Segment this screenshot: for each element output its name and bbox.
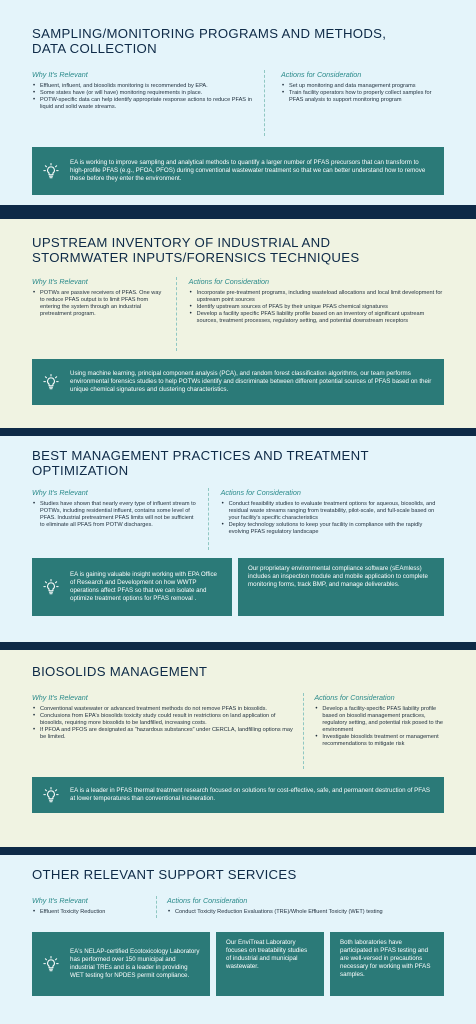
why-relevant-heading: Why It's Relevant xyxy=(32,693,88,702)
section-title-line: BIOSOLIDS MANAGEMENT xyxy=(32,664,208,679)
list-item: • If PFOA and PFOS are designated as “hazardous substances” under CERCLA, landfilling options may be limited. xyxy=(32,727,293,741)
column-divider xyxy=(264,70,265,136)
list-item: • Some states have (or will have) monitoring requirements in place. xyxy=(32,90,254,97)
why-relevant-heading: Why It's Relevant xyxy=(32,70,88,79)
callout-text: EA is a leader in PFAS thermal treatment research focused on solutions for cost-effective, safe, and permanent destruction of PFAS at lower temperatures than conventional incineration. xyxy=(70,787,430,802)
section-separator xyxy=(0,205,476,219)
list-item: • Conduct Toxicity Reduction Evaluations (TRE)/Whole Effluent Toxicity (WET) testing xyxy=(167,909,443,916)
lightbulb-icon xyxy=(42,162,60,180)
column-divider xyxy=(208,488,209,550)
why-relevant-column xyxy=(32,277,166,351)
laboratories-callout xyxy=(330,932,444,996)
section-title xyxy=(32,0,444,56)
actions-column xyxy=(167,896,443,918)
why-relevant-column xyxy=(32,693,293,769)
why-relevant-column xyxy=(32,896,148,918)
section-title xyxy=(32,650,444,679)
list-item: • Studies have shown that nearly every type of influent stream to POTWs, including residential influent, contains some level of PFAS. Industrial pretreatment PFAS limits will not be sufficient to eliminate all PFAS from POTW discharges. xyxy=(32,501,198,529)
callout-text: EA's NELAP-certified Ecotoxicology Laboratory has performed over 150 municipal and industrial TREs and is a leader in providing WET testing for NPDES permit compliance. xyxy=(70,948,200,979)
list-item: • Incorporate pre-treatment programs, including wasteload allocations and local limit development for upstream point sources xyxy=(189,290,444,304)
section-separator xyxy=(0,428,476,436)
actions-heading: Actions for Consideration xyxy=(281,70,362,79)
section-title-line: SAMPLING/MONITORING PROGRAMS AND METHODS, xyxy=(32,26,387,41)
why-relevant-column xyxy=(32,70,254,136)
list-item: • Effluent, influent, and biosolids monitoring is recommended by EPA. xyxy=(32,83,254,90)
section-title-line: UPSTREAM INVENTORY OF INDUSTRIAL AND xyxy=(32,235,331,250)
actions-heading: Actions for Consideration xyxy=(314,693,395,702)
section-title xyxy=(32,219,444,265)
lightbulb-icon xyxy=(42,578,60,596)
list-item: • POTWs are passive receivers of PFAS. One way to reduce PFAS output is to limit PFAS from entering the system through an industrial pretreatment program. xyxy=(32,290,166,318)
insight-callout xyxy=(32,932,210,996)
list-item: • Investigate biosolids treatment or management recommendations to mitigate risk xyxy=(314,734,444,748)
why-relevant-heading: Why It's Relevant xyxy=(32,277,88,286)
list-item: • Effluent Toxicity Reduction xyxy=(32,909,148,916)
why-relevant-heading: Why It's Relevant xyxy=(32,896,88,905)
section-biosolids-management xyxy=(0,650,476,847)
list-item: • Conduct feasibility studies to evaluate treatment options for aqueous, biosolids, and residual waste streams ranging from treatability, pilot-scale, and full-scale based on your facility's specific characteristics xyxy=(221,501,444,522)
callout-text: Using machine learning, principal component analysis (PCA), and random forest classification algorithms, our team performs environmental forensics studies to help POTWs identify and discriminate between different potential sources of PFAS based on their unique chemical signatures and clustering characteristics. xyxy=(70,370,432,393)
column-divider xyxy=(303,693,304,769)
why-relevant-column xyxy=(32,488,198,550)
list-item: • Conventional wastewater or advanced treatment methods do not remove PFAS in biosolids. xyxy=(32,706,293,713)
column-divider xyxy=(176,277,177,351)
envitreat-callout xyxy=(216,932,324,996)
list-item: • Identify upstream sources of PFAS by their unique PFAS chemical signatures xyxy=(189,304,444,311)
insight-callout xyxy=(32,359,444,405)
section-title-line: OPTIMIZATION xyxy=(32,463,129,478)
section-title-line: BEST MANAGEMENT PRACTICES AND TREATMENT xyxy=(32,448,369,463)
column-divider xyxy=(156,896,157,918)
section-best-management-practices xyxy=(0,436,476,642)
section-title-line: OTHER RELEVANT SUPPORT SERVICES xyxy=(32,867,297,882)
callout-text: EA is gaining valuable insight working with EPA Office of Research and Development on how WWTP operations affect PFAS so that we can isolate and optimize treatment options for PFAS removal . xyxy=(70,571,217,602)
actions-heading: Actions for Consideration xyxy=(188,277,269,286)
section-title-line: DATA COLLECTION xyxy=(32,41,157,56)
lightbulb-icon xyxy=(42,955,60,973)
section-upstream-inventory xyxy=(0,219,476,428)
section-separator xyxy=(0,642,476,650)
actions-column xyxy=(314,693,444,769)
section-sampling-monitoring xyxy=(0,0,476,205)
callout-text: EA is working to improve sampling and analytical methods to quantify a larger number of PFAS precursors that can transform to high-profile PFAS (e.g., PFOA, PFOS) during conventional wastewater treatment so that we can better understand how to remove these before they enter the environment. xyxy=(70,159,426,182)
section-title-line: STORMWATER INPUTS/FORENSICS TECHNIQUES xyxy=(32,250,360,265)
lightbulb-icon xyxy=(42,786,60,804)
list-item: • Develop a facility specific PFAS liability profile based on an inventory of significant upstream sources, treatment processes, regulatory setting, and potential downstream receptors xyxy=(189,311,444,325)
list-item: • Deploy technology solutions to keep your facility in compliance with the rapidly evolving PFAS regulatory landscape xyxy=(221,522,444,536)
section-separator xyxy=(0,847,476,855)
actions-column xyxy=(189,277,444,351)
actions-column xyxy=(281,70,443,136)
list-item: • Conclusions from EPA's biosolids toxicity study could result in restrictions on land application of biosolids, requiring more biosolids to be landfilled, increasing costs. xyxy=(32,713,293,727)
why-relevant-heading: Why It's Relevant xyxy=(32,488,88,497)
callout-text: Our proprietary environmental compliance software (sEAmless) includes an inspection module and mobile application to complete monitoring forms, track BMP, and manage deliverables. xyxy=(248,565,428,588)
actions-heading: Actions for Consideration xyxy=(220,488,301,497)
section-title xyxy=(32,436,444,478)
insight-callout xyxy=(32,147,444,195)
section-other-support-services xyxy=(0,855,476,1024)
actions-heading: Actions for Consideration xyxy=(167,896,248,905)
insight-callout xyxy=(32,558,232,616)
list-item: • Develop a facility-specific PFAS liability profile based on biosolid management practices, regulatory setting, and potential risk posed to the environment xyxy=(314,706,444,734)
insight-callout xyxy=(32,777,444,813)
callout-text: Both laboratories have participated in PFAS testing and are well-versed in precautions necessary for working with PFAS samples. xyxy=(340,939,431,978)
callout-text: Our EnviTreat Laboratory focuses on treatability studies of industrial and municipal wastewater. xyxy=(226,939,308,970)
section-title xyxy=(32,855,444,882)
list-item: • POTW-specific data can help identify appropriate response actions to reduce PFAS in liquid and solid waste streams. xyxy=(32,97,254,111)
lightbulb-icon xyxy=(42,373,60,391)
software-callout xyxy=(238,558,444,616)
list-item: • Set up monitoring and data management programs xyxy=(281,83,443,90)
actions-column xyxy=(221,488,444,550)
list-item: • Train facility operators how to properly collect samples for PFAS analysis to support monitoring program xyxy=(281,90,443,104)
